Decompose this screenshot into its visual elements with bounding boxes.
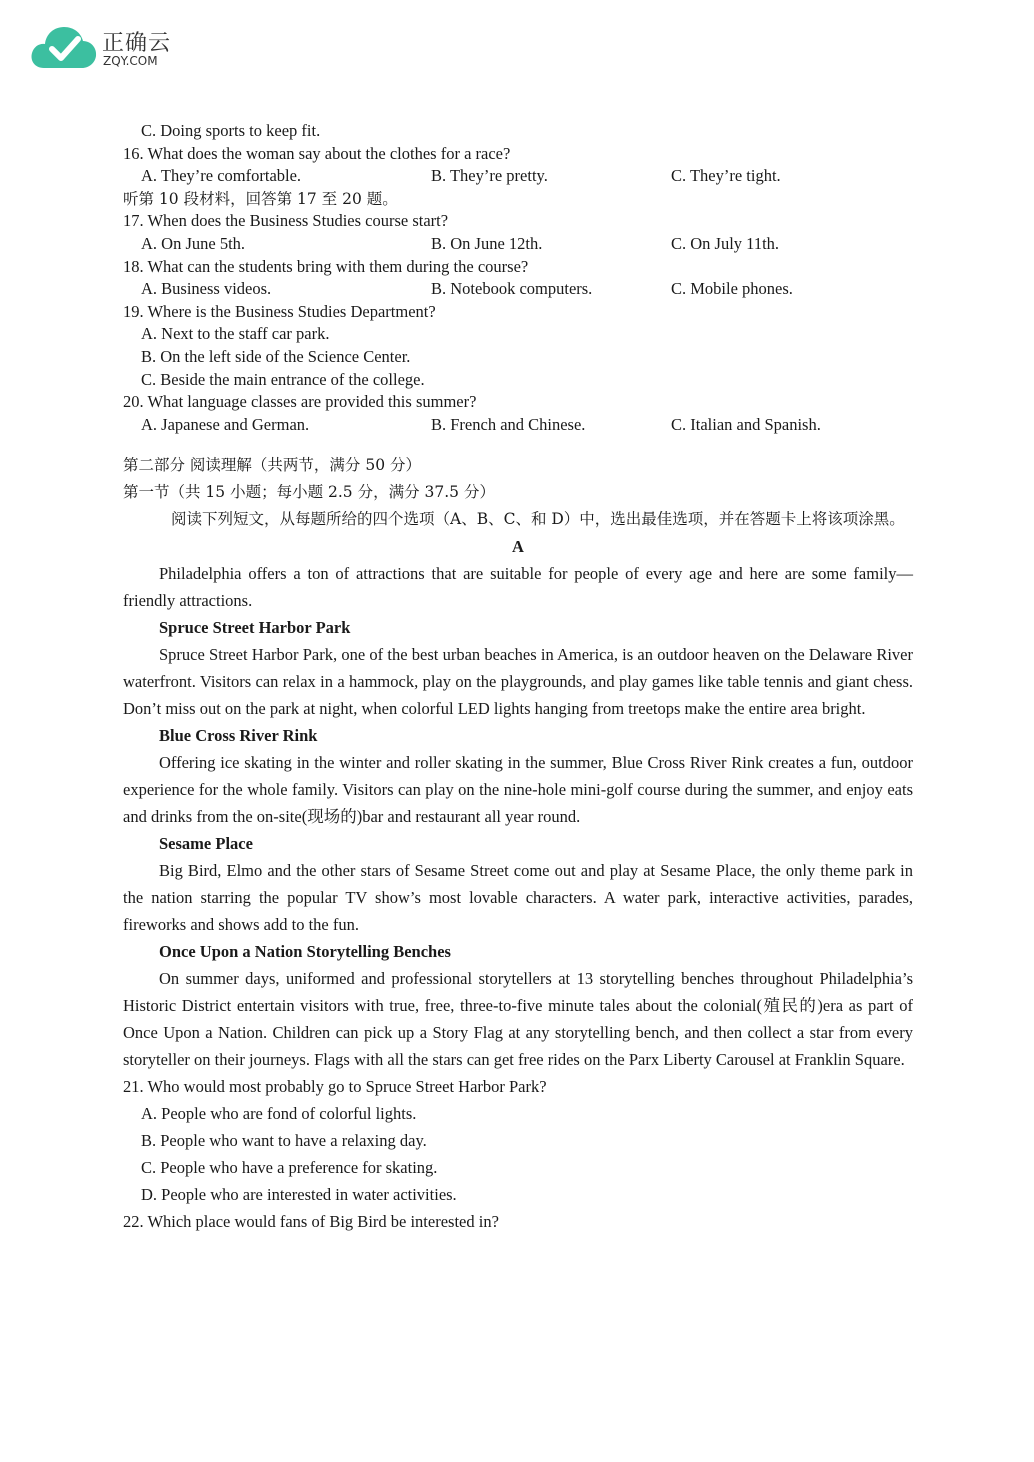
option-b: B. People who want to have a relaxing day. <box>141 1131 427 1151</box>
exam-content <box>123 120 913 1235</box>
option-b: B. Notebook computers. <box>431 279 593 299</box>
option-b: B. On June 12th. <box>431 233 543 253</box>
question-16: 16. What does the woman say about the clothes for a race? <box>123 143 511 163</box>
attraction-heading: Sesame Place <box>159 834 253 854</box>
option-d: D. People who are interested in water activities. <box>141 1185 457 1205</box>
attraction-heading: Once Upon a Nation Storytelling Benches <box>159 942 451 962</box>
listening-instruction: 听第 10 段材料，回答第 17 至 20 题。 <box>123 189 398 208</box>
option-a: A. Japanese and German. <box>141 414 310 434</box>
question-22: 22. Which place would fans of Big Bird be interested in? <box>123 1212 499 1232</box>
part-title: 第二部分 阅读理解（共两节，满分 50 分） <box>123 456 422 475</box>
listening-section <box>123 120 913 436</box>
option-c: C. People who have a preference for skating. <box>141 1158 438 1178</box>
option-c: C. On July 11th. <box>671 233 780 253</box>
reading-header <box>123 452 913 533</box>
passage-intro: Philadelphia offers a ton of attractions that are suitable for people of every age and here are some family—friendly attractions. <box>123 564 913 611</box>
option-a: A. On June 5th. <box>141 233 246 253</box>
logo-text-en: ZQY.COM <box>103 54 158 68</box>
question-19: 19. Where is the Business Studies Department? <box>123 301 436 321</box>
passage-a <box>123 533 913 1073</box>
options-row <box>123 414 913 437</box>
option-c: C. They’re tight. <box>671 166 781 186</box>
option-a: A. Business videos. <box>141 279 272 299</box>
attraction-text: Offering ice skating in the winter and roller skating in the summer, Blue Cross River Rink creates a fun, outdoor experience for the whole family. Visitors can play on the nine-hole mini-golf course during the summer, and enjoy eats and drinks from the on-site(现场的)bar and restaurant all year round. <box>123 753 913 827</box>
option-a: A. People who are fond of colorful lights. <box>141 1104 417 1124</box>
option-line: A. Next to the staff car park. <box>141 324 330 344</box>
attraction-text: Big Bird, Elmo and the other stars of Sesame Street come out and play at Sesame Place, the only theme park in the nation starring the popular TV show’s most lovable characters. A water park, interactive activities, parades, fireworks and shows add to the fun. <box>123 861 913 935</box>
question-17: 17. When does the Business Studies course start? <box>123 211 449 231</box>
question-21: 21. Who would most probably go to Spruce Street Harbor Park? <box>123 1077 547 1097</box>
attraction-heading: Spruce Street Harbor Park <box>159 618 351 638</box>
attraction-text: On summer days, uniformed and professional storytellers at 13 storytelling benches throughout Philadelphia’s Historic District entertain visitors with true, free, three-to-five minute tales about the colonial(殖民的)era as part of Once Upon a Nation. Children can pick up a Story Flag at any storytelling bench, and then collect a star from every storyteller on their journeys. Flags with all the stars can get free rides on the Parx Liberty Carousel at Franklin Square. <box>123 969 913 1070</box>
option-line: C. Doing sports to keep fit. <box>141 121 321 140</box>
logo-text-cn: 正确云 <box>102 31 172 56</box>
question-18: 18. What can the students bring with them during the course? <box>123 256 529 276</box>
attraction-heading: Blue Cross River Rink <box>159 726 318 746</box>
question-21-block <box>123 1073 913 1235</box>
reading-instruction: 阅读下列短文，从每题所给的四个选项（A、B、C、和 D）中，选出最佳选项，并在答题卡上将该项涂黑。 <box>171 510 905 529</box>
attraction-text: Spruce Street Harbor Park, one of the best urban beaches in America, is an outdoor heaven on the Delaware River waterfront. Visitors can relax in a hammock, play on the playgrounds, and play games like table tennis and giant chess. Don’t miss out on the park at night, when colorful LED lights hanging from treetops make the entire area bright. <box>123 645 913 719</box>
cloud-check-icon <box>30 22 98 74</box>
option-c: C. Italian and Spanish. <box>671 414 821 434</box>
option-b: B. French and Chinese. <box>431 414 586 434</box>
passage-letter: A <box>512 537 524 557</box>
option-a: A. They’re comfortable. <box>141 166 302 186</box>
zqy-logo <box>30 22 180 74</box>
option-line: C. Beside the main entrance of the college. <box>141 369 425 389</box>
option-c: C. Mobile phones. <box>671 279 793 299</box>
options-row <box>123 278 913 301</box>
section-title: 第一节（共 15 小题；每小题 2.5 分，满分 37.5 分） <box>123 483 495 502</box>
options-row <box>123 233 913 256</box>
options-row <box>123 165 913 188</box>
option-b: B. They’re pretty. <box>431 166 548 186</box>
option-line: B. On the left side of the Science Center. <box>141 346 411 366</box>
question-20: 20. What language classes are provided this summer? <box>123 392 477 412</box>
